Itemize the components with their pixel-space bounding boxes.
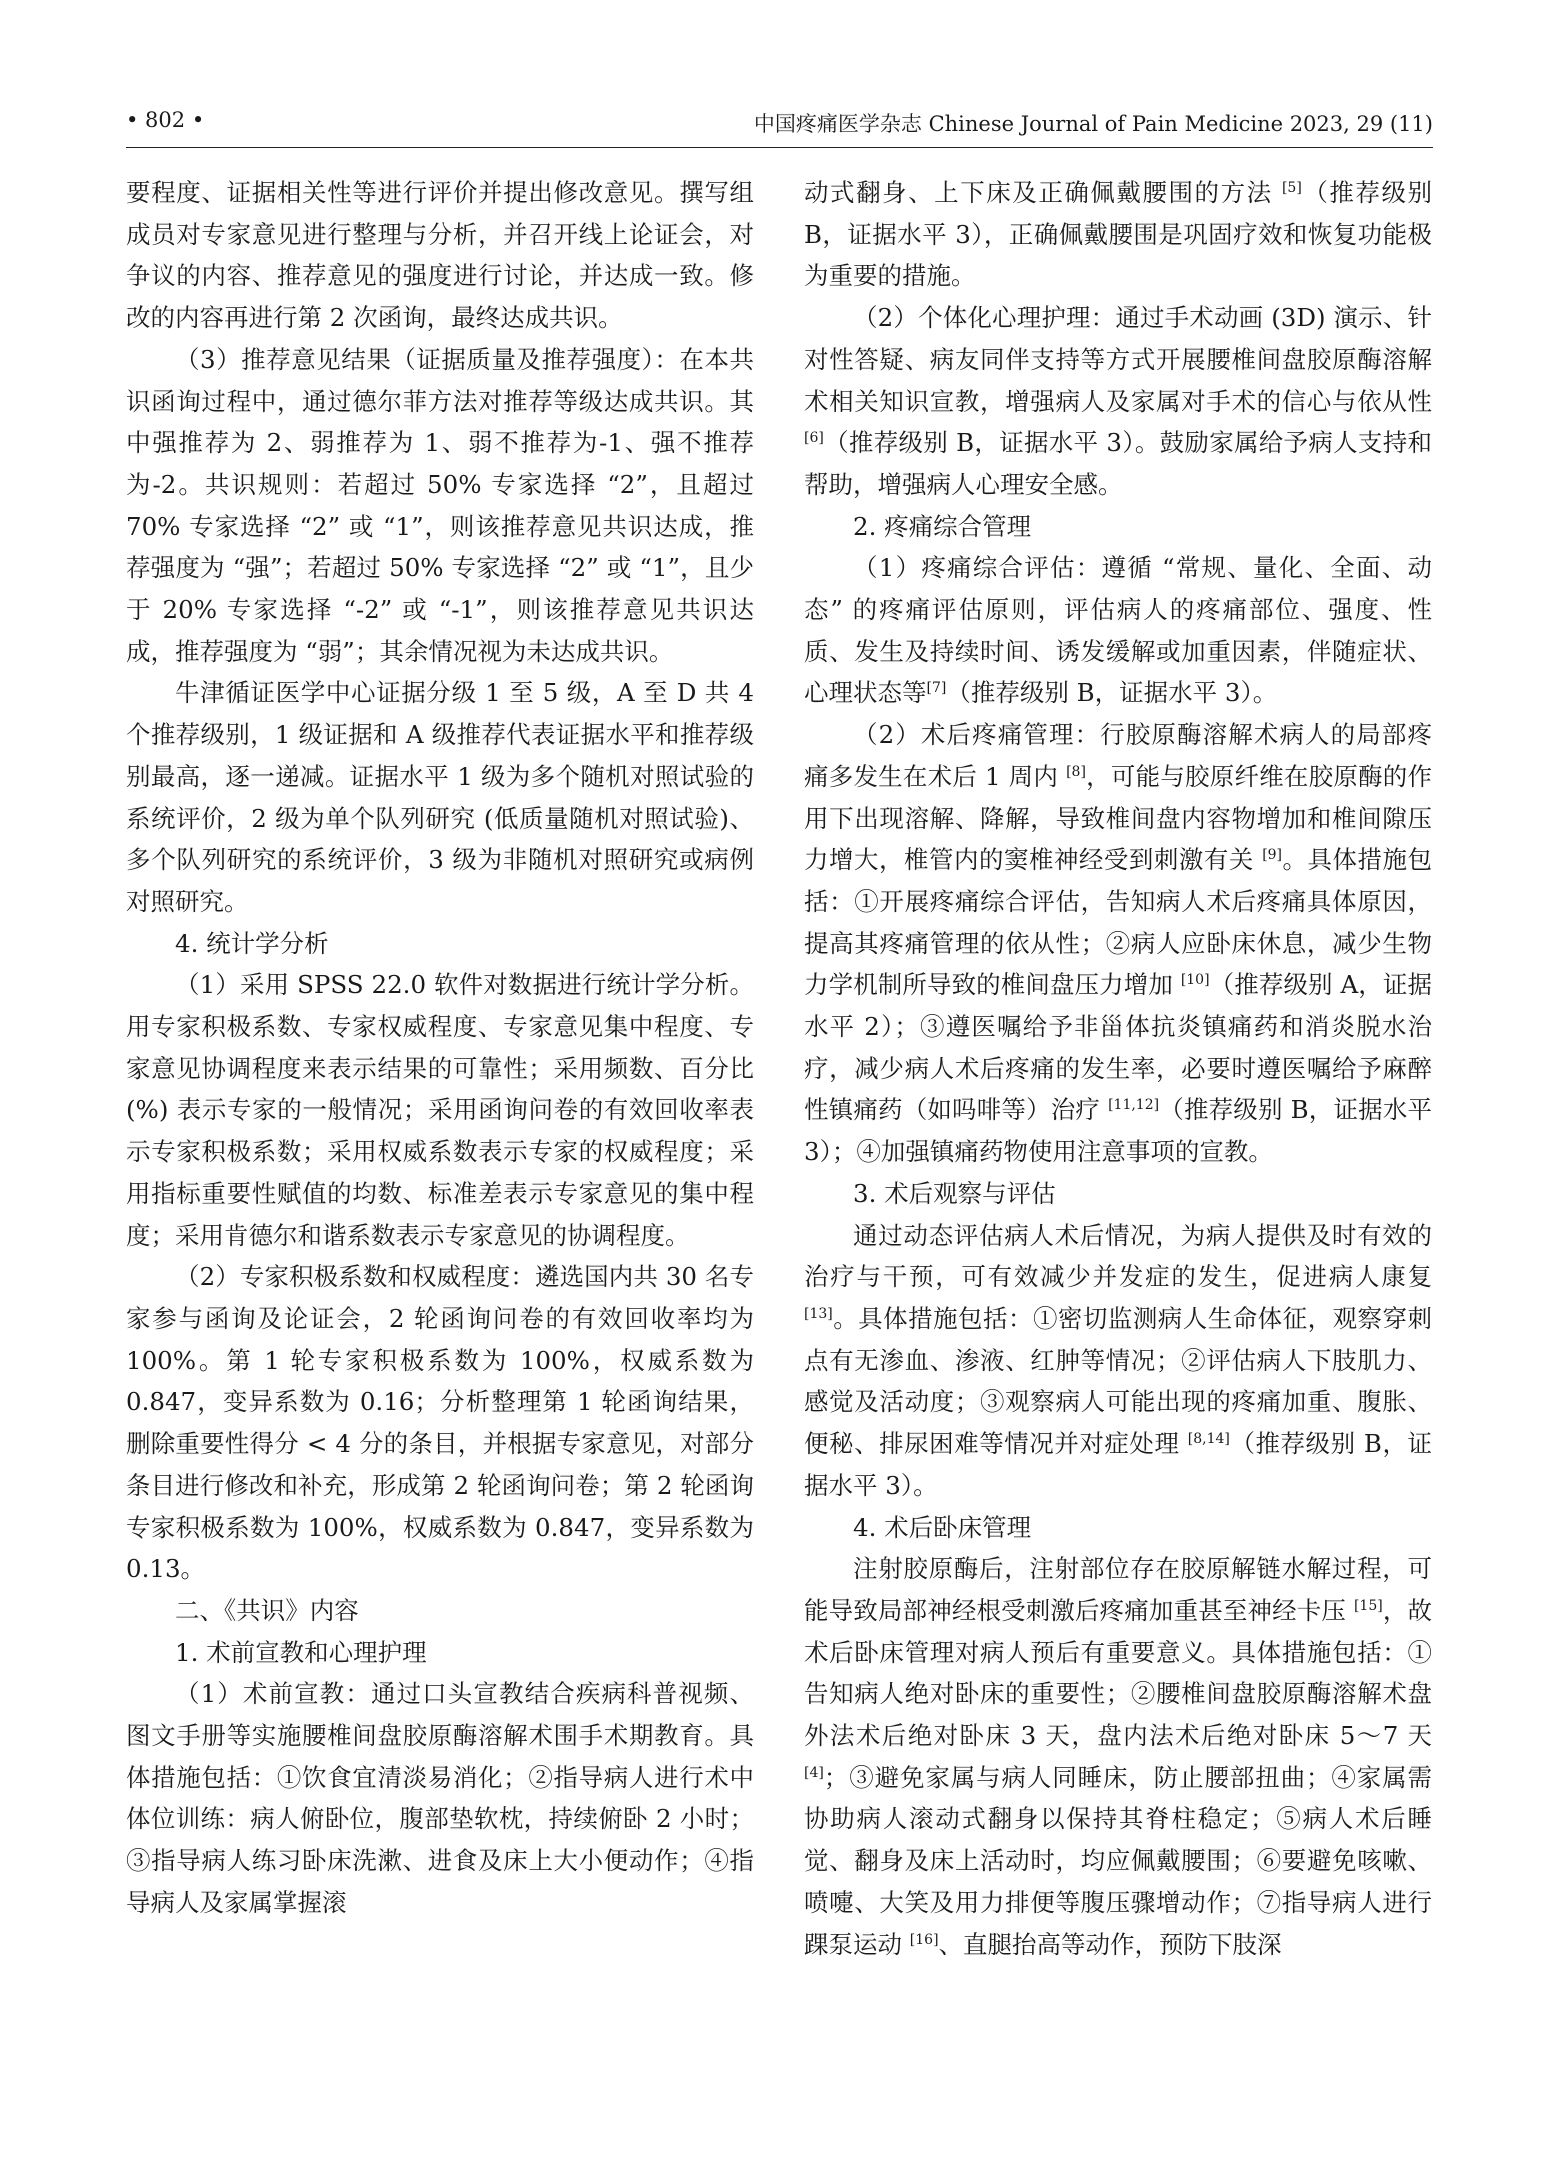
citation-ref: [5] (1281, 180, 1302, 196)
paragraph (804, 1548, 1432, 1965)
citation-ref: [10] (1180, 972, 1210, 989)
citation-ref: [8] (1066, 763, 1086, 780)
section-heading: 1. 术前宣教和心理护理 (175, 1637, 427, 1667)
text: 动式翻身、上下床及正确佩戴腰围的方法 (804, 178, 1282, 207)
text: （2）术后疼痛管理：行胶原酶溶解术病人的局部疼痛多发生在术后 1 周内 (804, 720, 1432, 791)
right-column (804, 172, 1432, 1965)
text: 通过动态评估病人术后情况，为病人提供及时有效的治疗与干预，可有效减少并发症的发生，促进病人康复 (804, 1220, 1432, 1292)
section-heading: 4. 术后卧床管理 (853, 1512, 1032, 1542)
citation-ref: [9] (1262, 847, 1283, 864)
text: （推荐级别 A，证据水平 2）；③遵医嘱给予非甾体抗炎镇痛药和消炎脱水治疗，减少病人术后疼痛的发生率，必要时遵医嘱给予麻醉性镇痛药（如吗啡等）治疗 (804, 970, 1432, 1125)
page-number: • 802 • (126, 108, 205, 132)
citation-ref: [13] (804, 1305, 833, 1322)
running-header (126, 108, 1433, 142)
section-heading: 4. 统计学分析 (175, 928, 329, 958)
text: 注射胶原酶后，注射部位存在胶原解链水解过程，可能导致局部神经根受刺激后疼痛加重甚至神经卡压 (804, 1554, 1432, 1625)
paragraph: 要程度、证据相关性等进行评价并提出修改意见。撰写组成员对专家意见进行整理与分析，并召开线上论证会，对争议的内容、推荐意见的强度进行讨论，并达成一致。修改的内容再进行第 2 次函询，最终达成共识。 (126, 178, 754, 333)
paragraph (804, 172, 1432, 297)
paragraph: 牛津循证医学中心证据分级 1 至 5 级，A 至 D 共 4 个推荐级别，1 级证据和 A 级推荐代表证据水平和推荐级别最高，逐一递减。证据水平 1 级为多个随机对照试验的系统评价，2 级为单个队列研究 (低质量随机对照试验)、多个队列研究的系统评价，3 级为非随机对照研究或病例对照研究。 (126, 678, 754, 916)
paragraph: （3）推荐意见结果（证据质量及推荐强度）：在本共识函询过程中，通过德尔菲方法对推荐等级达成共识。其中强推荐为 2、弱推荐为 1、弱不推荐为-1、强不推荐为-2。共识规则：若超过 50% 专家选择 “2”，且超过 70% 专家选择 “2” 或 “1”，则该推荐意见共识达成，推荐强度为 “强”；若超过 50% 专家选择 “2” 或 “1”，且少于 20% 专家选择 “-2” 或 “-1”，则该推荐意见共识达成，推荐强度为 “弱”；其余情况视为未达成共识。 (126, 344, 754, 666)
text: （推荐级别 B，证据水平 3）。 (804, 1429, 1432, 1500)
citation-ref: [4] (804, 1764, 824, 1781)
text: （推荐级别 B，证据水平 3）。鼓励家属给予病人支持和帮助，增强病人心理安全感。 (804, 428, 1432, 499)
text: 。具体措施包括：①开展疼痛综合评估，告知病人术后疼痛具体原因，提高其疼痛管理的依从性；②病人应卧床休息，减少生物力学机制所导致的椎间盘压力增加 (804, 845, 1432, 1000)
paragraph (804, 714, 1432, 1173)
text: （推荐级别 B，证据水平 3）。 (946, 678, 1278, 708)
text: （推荐级别 B，证据水平 3），正确佩戴腰围是巩固疗效和恢复功能极为重要的措施。 (804, 178, 1432, 291)
paragraph (804, 297, 1432, 506)
left-column (126, 172, 754, 1924)
paragraph: （1）术前宣教：通过口头宣教结合疾病科普视频、图文手册等实施腰椎间盘胶原酶溶解术围手术期教育。具体措施包括：①饮食宜清淡易消化；②指导病人进行术中体位训练：病人俯卧位，腹部垫软枕，持续俯卧 2 小时；③指导病人练习卧床洗漱、进食及床上大小便动作；④指导病人及家属掌握滚 (126, 1679, 754, 1917)
citation-ref: [15] (1353, 1597, 1383, 1614)
section-heading: 3. 术后观察与评估 (853, 1178, 1056, 1208)
citation-ref: [8,14] (1187, 1431, 1230, 1448)
section-heading: 二、《共识》内容 (175, 1595, 359, 1625)
paragraph: （2）专家积极系数和权威程度：遴选国内共 30 名专家参与函询及论证会，2 轮函询问卷的有效回收率均为 100%。第 1 轮专家积极系数为 100%，权威系数为 0.847，变异系数为 0.16；分析整理第 1 轮函询结果，删除重要性得分 < 4 分的条目，并根据专家意见，对部分条目进行修改和补充，形成第 2 轮函询问卷；第 2 轮函询专家积极系数为 100%，权威系数为 0.847，变异系数为 0.13。 (126, 1262, 754, 1584)
text: （1）疼痛综合评估：遵循 “常规、量化、全面、动态” 的疼痛评估原则，评估病人的疼痛部位、强度、性质、发生及持续时间、诱发缓解或加重因素，伴随症状、心理状态等 (804, 553, 1432, 708)
citation-ref: [16] (909, 1931, 939, 1948)
journal-citation: 中国疼痛医学杂志 Chinese Journal of Pain Medicine 2023, 29 (11) (753, 112, 1433, 136)
paragraph (804, 547, 1432, 714)
text: ，故术后卧床管理对病人预后有重要意义。具体措施包括：①告知病人绝对卧床的重要性；②腰椎间盘胶原酶溶解术盘外法术后绝对卧床 3 天，盘内法术后绝对卧床 5～7 天 (804, 1595, 1432, 1751)
text: 。具体措施包括：①密切监测病人生命体征，观察穿刺点有无渗血、渗液、红肿等情况；②评估病人下肢肌力、感觉及活动度；③观察病人可能出现的疼痛加重、腹胀、便秘、排尿困难等情况并对症处理 (804, 1303, 1432, 1459)
citation-ref: [7] (926, 680, 947, 697)
text: 、直腿抬高等动作，预防下肢深 (938, 1929, 1282, 1959)
text: ；③避免家属与病人同睡床，防止腰部扭曲；④家属需协助病人滚动式翻身以保持其脊柱稳定；⑤病人术后睡觉、翻身及床上活动时，均应佩戴腰围；⑥要避免咳嗽、喷嚏、大笑及用力排便等腹压骤增动作；⑦指导病人进行踝泵运动 (804, 1762, 1432, 1959)
text: （2）个体化心理护理：通过手术动画 (3D) 演示、针对性答疑、病友同伴支持等方式开展腰椎间盘胶原酶溶解术相关知识宣教，增强病人及家属对手术的信心与依从性 (804, 303, 1432, 416)
citation-ref: [11,12] (1108, 1097, 1160, 1114)
header-rule (126, 147, 1433, 148)
text: （推荐级别 B，证据水平 3）；④加强镇痛药物使用注意事项的宣教。 (804, 1095, 1432, 1167)
paragraph (804, 1215, 1432, 1507)
section-heading: 2. 疼痛综合管理 (853, 511, 1032, 541)
paragraph: （1）采用 SPSS 22.0 软件对数据进行统计学分析。用专家积极系数、专家权威程度、专家意见集中程度、专家意见协调程度来表示结果的可靠性；采用频数、百分比 (%) 表示专家的一般情况；采用函询问卷的有效回收率表示专家积极系数；采用权威系数表示专家的权威程度；采用指标重要性赋值的均数、标准差表示专家意见的集中程度；采用肯德尔和谐系数表示专家意见的协调程度。 (126, 970, 754, 1250)
text: ，可能与胶原纤维在胶原酶的作用下出现溶解、降解，导致椎间盘内容物增加和椎间隙压力增大，椎管内的窦椎神经受到刺激有关 (804, 761, 1433, 875)
citation-ref: [6] (804, 430, 824, 447)
